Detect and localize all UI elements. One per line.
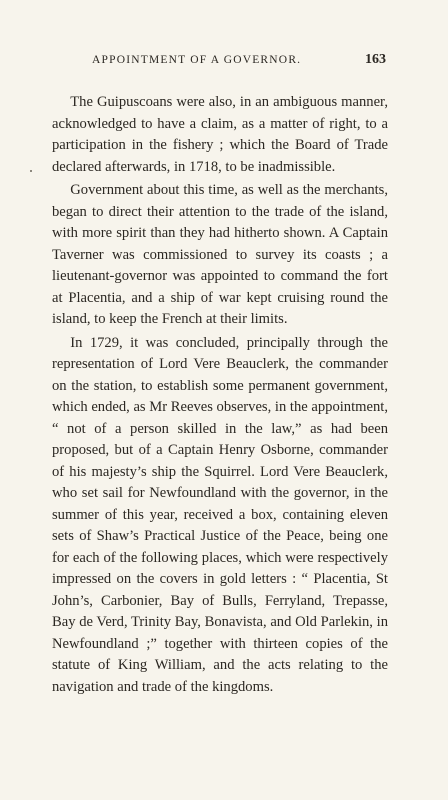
paragraph: Government about this time, as well as the merchants, began to direct their attention to the trade of the island, with more spirit than they had hitherto shown. A Captain Taverner was commissioned to survey its coasts ; a lieutenant-governor was appointed to command the fort at Placentia, and a ship of war kept cruising round the island, to keep the French at their limits. — [52, 182, 388, 327]
running-head — [92, 52, 386, 72]
body-text — [52, 92, 388, 700]
margin-mark — [30, 170, 32, 172]
page-number: 163 — [365, 52, 386, 67]
paragraph: In 1729, it was concluded, principally through the representation of Lord Vere Beauclerk, the commander on the station, to establish some permanent government, which ended, as Mr Reeves observes, in the appointment, “ not of a person skilled in the law,” as had been proposed, but of a Captain Henry Osborne, commander of his majesty’s ship the Squirrel. Lord Vere Beauclerk, who set sail for Newfoundland with the governor, in the summer of this year, received a box, containing eleven sets of Shaw’s Practical Justice of the Peace, being one for each of the following places, which were respectively impressed on the covers in gold letters : “ Placentia, St John’s, Carbonier, Bay of Bulls, Ferryland, Trepasse, Bay de Verd, Trinity Bay, Bonavista, and Old Parlekin, in Newfoundland ;” together with thirteen copies of the statute of King William, and the acts relating to the navigation and trade of the kingdoms. — [52, 334, 388, 695]
running-title: APPOINTMENT OF A GOVERNOR. — [92, 54, 302, 66]
paragraph: The Guipuscoans were also, in an ambiguous manner, acknowledged to have a claim, as a matter of right, to a participation in the fishery ; which the Board of Trade declared afterwards, in 1718, to be inadmissible. — [52, 94, 388, 175]
